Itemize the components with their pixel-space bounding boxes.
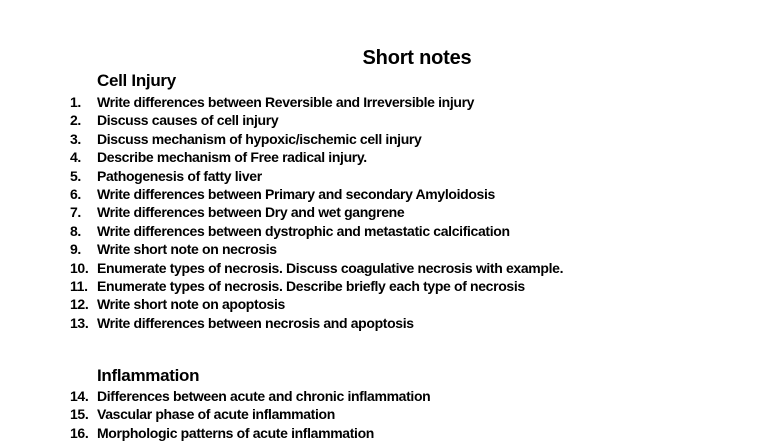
list-item: [70, 203, 563, 221]
item-text: Write differences between Primary and secondary Amyloidosis: [97, 185, 495, 202]
item-number: 12.: [70, 296, 89, 313]
item-number: 16.: [70, 424, 89, 441]
item-number: 11.: [70, 277, 88, 294]
list-item: [70, 277, 563, 295]
item-number: 5.: [70, 167, 81, 184]
item-text: Enumerate types of necrosis. Describe briefly each type of necrosis: [97, 277, 525, 294]
list-item: [70, 130, 563, 148]
list-item: [70, 185, 563, 203]
page-title: Short notes: [362, 47, 472, 69]
inflammation-question-list: [70, 387, 430, 442]
item-text: Write short note on necrosis: [97, 241, 277, 258]
item-text: Write differences between Dry and wet gangrene: [97, 204, 405, 221]
list-item: [70, 148, 563, 166]
item-text: Write differences between necrosis and apoptosis: [97, 314, 414, 331]
item-number: 4.: [70, 149, 81, 166]
section-heading-inflammation: Inflammation: [97, 366, 200, 385]
item-number: 13.: [70, 314, 89, 331]
item-text: Write short note on apoptosis: [97, 296, 285, 313]
cell-injury-question-list: [70, 93, 563, 332]
item-text: Enumerate types of necrosis. Discuss coagulative necrosis with example.: [97, 259, 564, 276]
item-text: Discuss causes of cell injury: [97, 112, 279, 129]
item-text: Pathogenesis of fatty liver: [97, 167, 262, 184]
item-number: 2.: [70, 112, 81, 129]
item-number: 9.: [70, 241, 81, 258]
list-item: [70, 111, 563, 129]
list-item: [70, 295, 563, 313]
item-text: Differences between acute and chronic inflammation: [97, 388, 431, 404]
list-item: [70, 167, 563, 185]
item-text: Vascular phase of acute inflammation: [97, 406, 335, 423]
item-number: 3.: [70, 130, 81, 147]
list-item: [70, 405, 430, 423]
item-number: 1.: [70, 94, 81, 110]
item-number: 7.: [70, 204, 81, 221]
list-item: [70, 314, 563, 332]
item-text: Describe mechanism of Free radical injury.: [97, 149, 367, 166]
item-number: 10.: [70, 259, 89, 276]
item-number: 6.: [70, 185, 81, 202]
list-item: [70, 387, 430, 405]
item-number: 8.: [70, 222, 81, 239]
list-item: [70, 424, 430, 442]
item-number: 15.: [70, 406, 89, 423]
item-text: Morphologic patterns of acute inflammation: [97, 424, 374, 441]
list-item: [70, 240, 563, 258]
item-text: Write differences between Reversible and Irreversible injury: [97, 94, 475, 110]
section-heading-cell-injury: Cell Injury: [97, 71, 176, 90]
list-item: [70, 222, 563, 240]
list-item: [70, 93, 563, 111]
item-text: Discuss mechanism of hypoxic/ischemic cell injury: [97, 130, 422, 147]
list-item: [70, 259, 563, 277]
item-text: Write differences between dystrophic and metastatic calcification: [97, 222, 510, 239]
item-number: 14.: [70, 388, 89, 404]
